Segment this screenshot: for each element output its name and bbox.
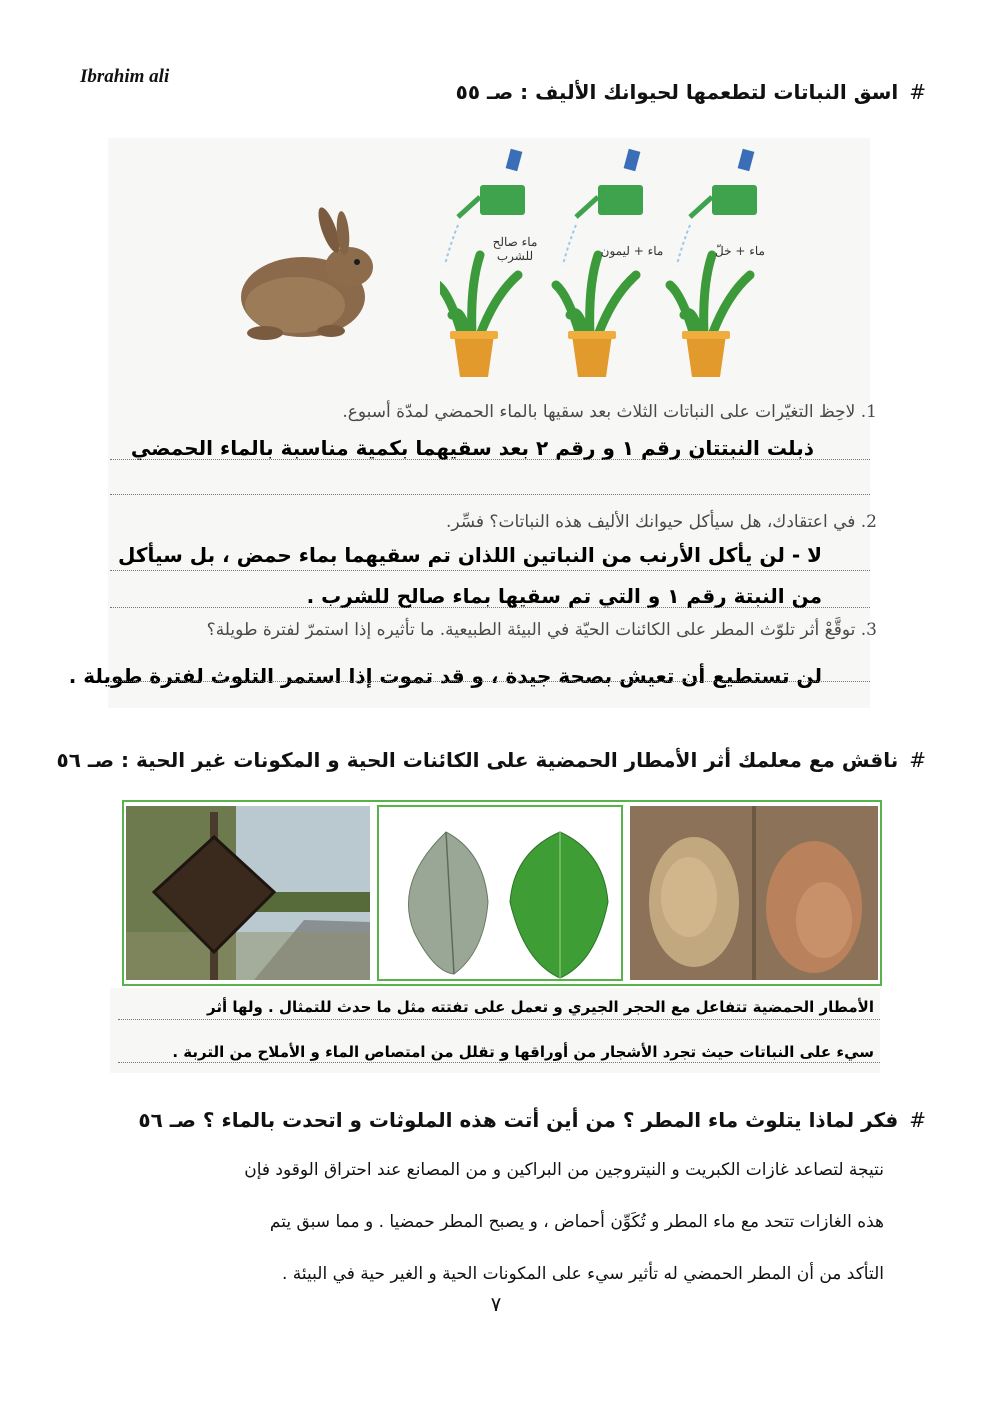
answer-line <box>110 607 870 608</box>
label-water-lemon: ماء + ليمون <box>600 244 664 258</box>
page-number: ٧ <box>490 1292 502 1316</box>
discussion-line-2: سيء على النباتات حيث تجرد الأشجار من أوراقها و تقلل من امتصاص الماء و الأملاح من التربة . <box>172 1043 874 1061</box>
question-1: 1. لاحِظ التغيّرات على النباتات الثلاث بعد سقيها بالماء الحمضي لمدّة أسبوع. <box>342 402 877 422</box>
leaves-photo <box>378 806 622 980</box>
section3-title: فكر لماذا يتلوث ماء المطر ؟ من أين أتت هذه الملوثات و اتحدت بالماء ؟ صـ ٥٦ <box>138 1108 899 1132</box>
section2-heading <box>57 748 926 772</box>
paragraph-line-1: نتيجة لتصاعد غازات الكبريت و النيتروجين من البراكين و من المصانع عند احتراق الوقود فإن <box>244 1160 884 1180</box>
answer-line <box>110 681 870 682</box>
answer-line <box>110 570 870 571</box>
question-3: 3. توقَّعْ أثر تلوّث المطر على الكائنات الحيّة في البيئة الطبيعية. ما تأثيره إذا استمرّ لفترة طويلة؟ <box>206 620 877 640</box>
corroded-sign-photo <box>126 806 370 980</box>
section2-title: ناقش مع معلمك أثر الأمطار الحمضية على الكائنات الحية و المكونات غير الحية : صـ ٥٦ <box>56 748 899 772</box>
answer-line <box>118 1019 880 1020</box>
answer-2-line-1: لا - لن يأكل الأرنب من النباتين اللذان تم سقيهما بماء حمض ، بل سيأكل <box>118 543 822 567</box>
paragraph-line-2: هذه الغازات تتحد مع ماء المطر و تُكَوِّن أحماض ، و يصبح المطر حمضيا . و مما سبق يتم <box>269 1212 884 1232</box>
answer-2-line-2: من النبتة رقم ١ و التي تم سقيها بماء صالح للشرب . <box>306 584 822 608</box>
label-drinking-water: ماء صالح للشرب <box>492 235 538 263</box>
answer-line <box>110 494 870 495</box>
answer-line <box>118 1062 880 1063</box>
section3-heading <box>138 1108 926 1132</box>
answer-line <box>110 459 870 460</box>
rabbit-illustration <box>225 205 385 345</box>
label-water-vinegar: ماء + خلّ <box>715 244 765 258</box>
author-name: Ibrahim ali <box>80 66 170 87</box>
hash-mark: # <box>909 1108 926 1132</box>
plants-illustration <box>440 145 800 385</box>
plant-2 <box>556 149 643 377</box>
photo-strip <box>124 802 880 984</box>
plant-3 <box>670 149 757 377</box>
hash-mark: # <box>909 80 926 104</box>
answer-3: لن تستطيع أن تعيش بصحة جيدة ، و قد تموت إذا استمر التلوث لفترة طويلة . <box>68 664 822 688</box>
acid-rain-photos <box>122 800 882 986</box>
hash-mark: # <box>909 748 926 772</box>
section1-heading <box>456 80 926 104</box>
answer-1: ذبلت النبتتان رقم ١ و رقم ٢ بعد سقيهما بكمية مناسبة بالماء الحمضي <box>130 436 814 460</box>
question-2: 2. في اعتقادك، هل سيأكل حيوانك الأليف هذه النباتات؟ فسِّر. <box>445 512 877 532</box>
discussion-line-1: الأمطار الحمضية تتفاعل مع الحجر الجيري و تعمل على تفتته مثل ما حدث للتمثال . ولها أثر <box>207 998 874 1016</box>
section1-title: اسق النباتات لتطعمها لحيوانك الأليف : صـ ٥٥ <box>455 80 899 104</box>
paragraph-line-3: التأكد من أن المطر الحمضي له تأثير سيء على المكونات الحية و الغير حية في البيئة . <box>281 1264 884 1284</box>
eroded-statue-photo <box>630 806 878 980</box>
